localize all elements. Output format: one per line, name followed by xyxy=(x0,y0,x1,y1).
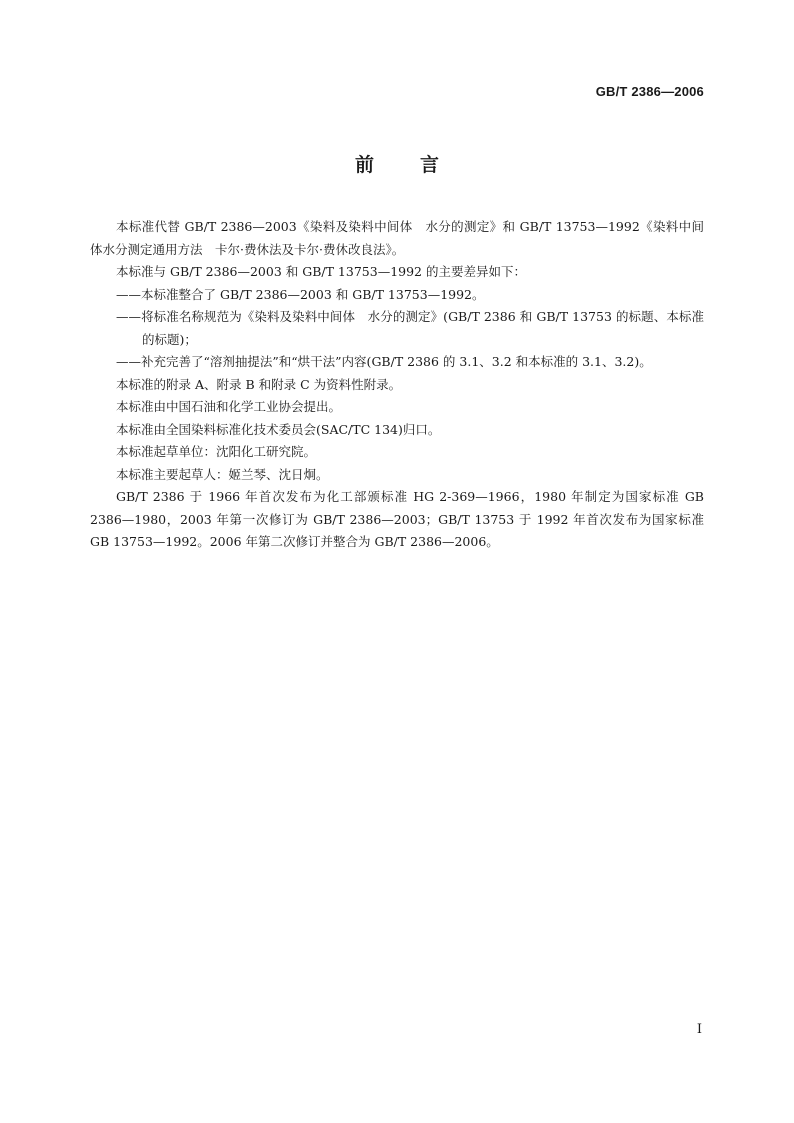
title-char-1: 前 xyxy=(354,154,374,176)
paragraph-history: GB/T 2386 于 1966 年首次发布为化工部颁标准 HG 2-369—1966，1980 年制定为国家标准 GB 2386—1980，2003 年第一次修订为 GB/T 2386—2003；GB/T 13753 于 1992 年首次发布为国家标准 GB 13753—1992。2006 年第二次修订并整合为 GB/T 2386—2006。 xyxy=(90,489,704,549)
paragraph-differences-intro: 本标准与 GB/T 2386—2003 和 GB/T 13753—1992 的主要差异如下： xyxy=(116,264,526,279)
paragraph-under-jurisdiction: 本标准由全国染料标准化技术委员会(SAC/TC 134)归口。 xyxy=(116,421,441,437)
paragraph-drafting-unit: 本标准起草单位：沈阳化工研究院。 xyxy=(116,444,317,459)
page-title xyxy=(0,150,794,177)
preface-body xyxy=(90,216,704,554)
list-item-difference-3: ——补充完善了“溶剂抽提法”和“烘干法”内容(GB/T 2386 的 3.1、3.2 和本标准的 3.1、3.2)。 xyxy=(116,354,652,369)
paragraph-proposed-by: 本标准由中国石油和化学工业协会提出。 xyxy=(116,399,342,414)
title-char-2: 言 xyxy=(420,154,440,176)
paragraph-annexes: 本标准的附录 A、附录 B 和附录 C 为资料性附录。 xyxy=(116,376,402,392)
page-number: I xyxy=(696,1022,702,1037)
paragraph-replaces: 本标准代替 GB/T 2386—2003《染料及染料中间体 水分的测定》和 GB/T 13753—1992《染料中间体水分测定通用方法 卡尔·费休法及卡尔·费休改良法》。 xyxy=(90,219,704,257)
paragraph-drafters: 本标准主要起草人：姬兰琴、沈日炯。 xyxy=(116,466,329,482)
standard-code: GB/T 2386—2006 xyxy=(595,84,704,99)
list-item-difference-1: ——本标准整合了 GB/T 2386—2003 和 GB/T 13753—1992。 xyxy=(116,286,485,302)
list-item-difference-2: ——将标准名称规范为《染料及染料中间体 水分的测定》(GB/T 2386 和 GB/T 13753 的标题、本标准的标题)； xyxy=(116,309,704,347)
